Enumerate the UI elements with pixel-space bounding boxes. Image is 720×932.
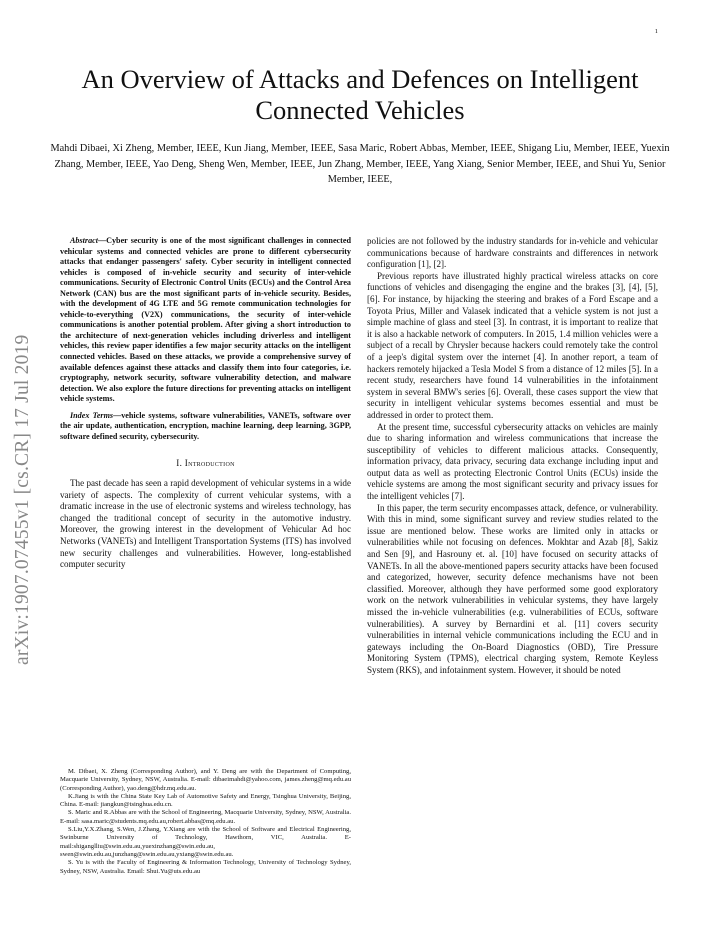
body-paragraph: policies are not followed by the industry standards for in-vehicle and vehicular communications because of hardware constraints and differences in network configuration [1], [2]. — [367, 236, 658, 270]
footnote: K.Jiang is with the China State Key Lab of Automotive Safety and Energy, Tsinghua University, Beijing, China. E-mail: jiangkun@tsinghua.edu.cn. — [60, 792, 351, 809]
footnote: M. Dibaei, X. Zheng (Corresponding Author), and Y. Deng are with the Department of Computing, Macquarie University, Sydney, NSW, Australia. E-mail: dibaeimahdi@yahoo.com, james.zheng@mq.edu.au (Corresponding Author), yao.deng@hdr.mq.edu.au. — [60, 768, 351, 792]
left-column — [60, 236, 351, 571]
abstract-text: —Cyber security is one of the most significant challenges in connected vehicular systems and connected vehicles are prone to different cybersecurity attacks that endanger passengers' safety. Cyber security in intelligent connected vehicles is composed of in-vehicle security and security of inter-vehicle communications. Security of Electronic Control Units (ECUs) and the Control Area Network (CAN) bus are the most significant parts of in-vehicle security. Besides, with the development of 4G LTE and 5G remote communication technologies for vehicle-to-everything (V2X) communications, the security of inter-vehicle communications is another potential problem. After giving a short introduction to the architecture of next-generation vehicles including driverless and intelligent vehicles, this review paper identifies a few major security attacks on the intelligent connected vehicles. Based on these attacks, we provide a comprehensive survey of available defences against these attacks and classify them into four categories, i.e. cryptography, network security, software vulnerability detection, and malware detection. We also explore the future directions for preventing attacks on intelligent vehicle systems. — [60, 236, 351, 404]
author-affiliation-footnotes — [60, 768, 351, 876]
footnote: S.Liu,Y.X.Zhang, S.Wen, J.Zhang, Y.Xiang are with the School of Software and Electrical Engineering, Swinburne University of Technology, Hawthorn, VIC, Australia. E-mail:shiganglliu@swin.edu.au,yuexinzhang@swin.edu.au, swen@swin.edu.au,junzhang@swin.edu.au,yxiang@swin.edu.au. — [60, 826, 351, 858]
footnote: S. Maric and R.Abbas are with the School of Engineering, Macquarie University, Sydney, NSW, Australia. E-mail: sasa.maric@students.mq.edu.au,robert.abbas@mq.edu.au. — [60, 809, 351, 825]
arxiv-identifier: arXiv:1907.07455v1 [cs.CR] 17 Jul 2019 — [12, 334, 33, 665]
author-list: Mahdi Dibaei, Xi Zheng, Member, IEEE, Kun Jiang, Member, IEEE, Sasa Maric, Robert Abbas, Member, IEEE, Shigang Liu, Member, IEEE, Yuexin Zhang, Member, IEEE, Yao Deng, Sheng Wen, Member, IEEE, Jun Zhang, Member, IEEE, Yang Xiang, Senior Member, IEEE, and Shui Yu, Senior Member, IEEE, — [50, 143, 670, 185]
index-terms-label: Index Terms — [70, 410, 114, 420]
abstract-label: Abstract — [70, 236, 98, 245]
body-paragraph: The past decade has seen a rapid development of vehicular systems in a wide variety of aspects. The complexity of current vehicular systems, with a dramatic increase in the use of electronic systems and wireless technology, has changed the traditional concept of security in the automotive industry. Moreover, the growing interest in the development of Vehicular Ad hoc Networks (VANETs) and Intelligent Transportation Systems (ITS) has involved new security challenges and vulnerabilities. However, long-established computer security — [60, 477, 351, 570]
abstract — [60, 236, 351, 405]
paper-title: An Overview of Attacks and Defences on Intelligent Connected Vehicles — [81, 64, 639, 125]
right-column — [367, 236, 658, 677]
footnote: S. Yu is with the Faculty of Engineering & Information Technology, University of Technology Sydney, Sydney, NSW, Australia. Email: Shui.Yu@uts.edu.au — [60, 859, 351, 875]
body-paragraph: Previous reports have illustrated highly practical wireless attacks on core functions of vehicles and disengaging the engine and the brakes [3], [4], [5], [6]. For instance, by hijacking the steering and brakes of a Ford Escape and a Toyota Prius, Miller and Valasek indicated that a vehicle system is not just a simple machine of glass and steel [3]. In contrast, it is important to realize that it is also a hackable network of computers. In 2015, 1.4 million vehicles were a subject of a recall by Chrysler because hackers could remotely take the control of a jeep's digital system over the internet [4]. In another report, a team of hackers remotely hijacked a Tesla Model S from a distance of 12 miles [5]. In a recent study, researchers have found 14 vulnerabilities in the infotainment system in several BMW's series [6]. Overall, these cases support the view that security in intelligent vehicular systems becomes essential and must be addressed in order to protect them. — [367, 270, 658, 420]
index-terms-text: —vehicle systems, software vulnerabilities, VANETs, software over the air update, authentication, encryption, machine learning, deep learning, 3GPP, software defined security, cybersecurity. — [60, 410, 351, 441]
body-paragraph: At the present time, successful cybersecurity attacks on vehicles are mainly due to sharing information and wireless communications that increase the susceptibility of vehicles to different malicious attacks. Consequently, information privacy, data privacy, securing data exchange including input and output data as well as protecting Electronic Control Units (ECUs) inside the vehicle systems are among the most significant security and privacy issues for the intelligent vehicles [7]. — [367, 421, 658, 502]
body-paragraph: In this paper, the term security encompasses attack, defence, or vulnerability. With this in mind, some significant survey and review studies related to the issue are mentioned below. These works are limited only in attacks or vulnerabilities while not focusing on defences. Mokhtar and Azab [8], Sakiz and Sen [9], and Hasrouny et. al. [10] have focused on security attacks of VANETs. In all the above-mentioned papers security attacks have been focused and categorized, however, security defence mechanisms have not been classified. Moreover, although they have performed some good exploratory work on the network vulnerabilities in vehicular systems, they have largely missed the in-vehicle vulnerabilities (e.g. vulnerabilities of ECUs, software vulnerabilities). A survey by Bernardini et al. [11] covers security vulnerabilities in internal vehicle communications including the ECU and in gateways including the On-Board Diagnostics (OBD), Tire Pressure Monitoring System (TPMS), electrical charging system, Remote Keyless System (RKS), and infotainment system. However, it should be noted — [367, 502, 658, 675]
page-number: 1 — [654, 28, 658, 35]
index-terms — [60, 411, 351, 443]
section-heading-introduction: I. Introduction — [176, 458, 235, 469]
